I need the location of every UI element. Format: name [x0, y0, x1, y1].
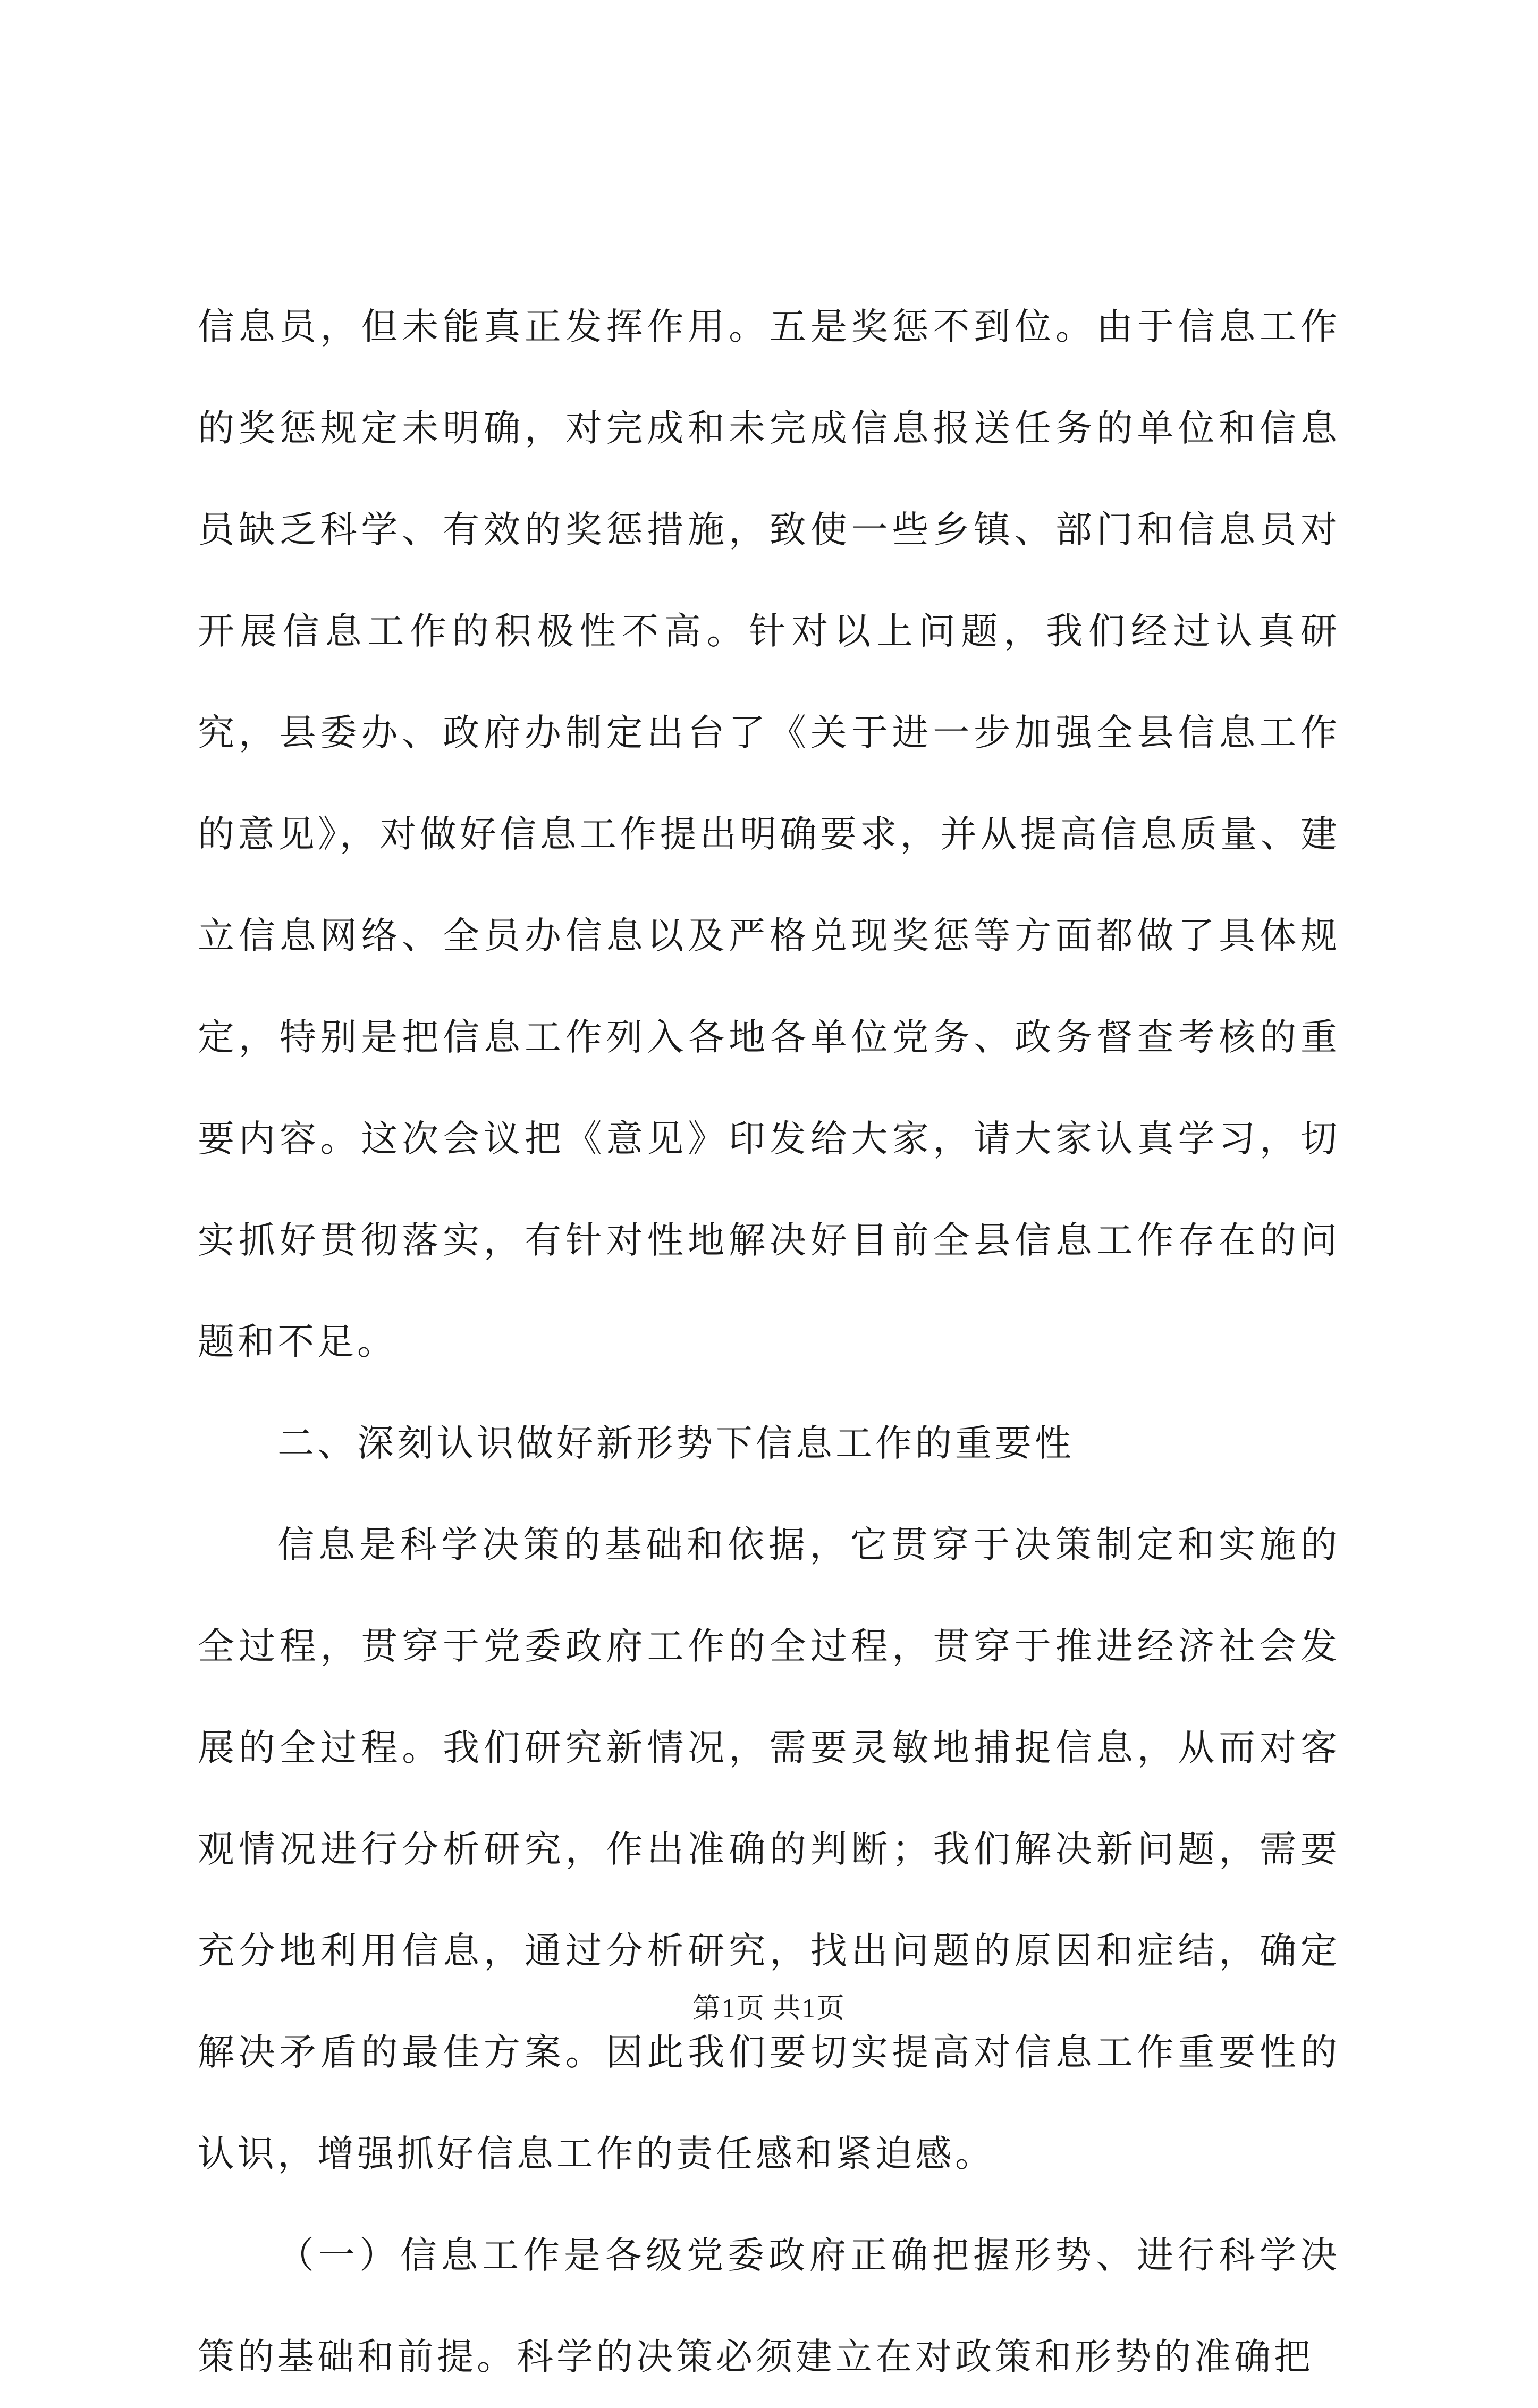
paragraph-information-importance: 信息是科学决策的基础和依据，它贯穿于决策制定和实施的全过程，贯穿于党委政府工作的全过程，贯穿于推进经济社会发展的全过程。我们研究新情况，需要灵敏地捕捉信息，从而对客观情况进行分析研究，作出准确的判断；我们解决新问题，需要充分地利用信息，通过分析研究，找出问题的原因和症结，确定解决矛盾的最佳方案。因此我们要切实提高对信息工作重要性的认识，增强抓好信息工作的责任感和紧迫感。: [198, 1524, 1340, 2175]
paragraph-point-one: （一）信息工作是各级党委政府正确把握形势、进行科学决策的基础和前提。科学的决策必须建立在对政策和形势的准确把: [198, 2234, 1340, 2378]
document-body: [198, 276, 1340, 2408]
section-heading: 二、深刻认识做好新形势下信息工作的重要性: [277, 1422, 1075, 1465]
page-footer: 第1页 共1页: [692, 1993, 846, 2024]
paragraph-continuation: 信息员，但未能真正发挥作用。五是奖惩不到位。由于信息工作的奖惩规定未明确，对完成和未完成信息报送任务的单位和信息员缺乏科学、有效的奖惩措施，致使一些乡镇、部门和信息员对开展信息工作的积极性不高。针对以上问题，我们经过认真研究，县委办、政府办制定出台了《关于进一步加强全县信息工作的意见》，对做好信息工作提出明确要求，并从提高信息质量、建立信息网络、全员办信息以及严格兑现奖惩等方面都做了具体规定，特别是把信息工作列入各地各单位党务、政务督查考核的重要内容。这次会议把《意见》印发给大家，请大家认真学习，切实抓好贯彻落实，有针对性地解决好目前全县信息工作存在的问题和不足。: [198, 306, 1340, 1363]
